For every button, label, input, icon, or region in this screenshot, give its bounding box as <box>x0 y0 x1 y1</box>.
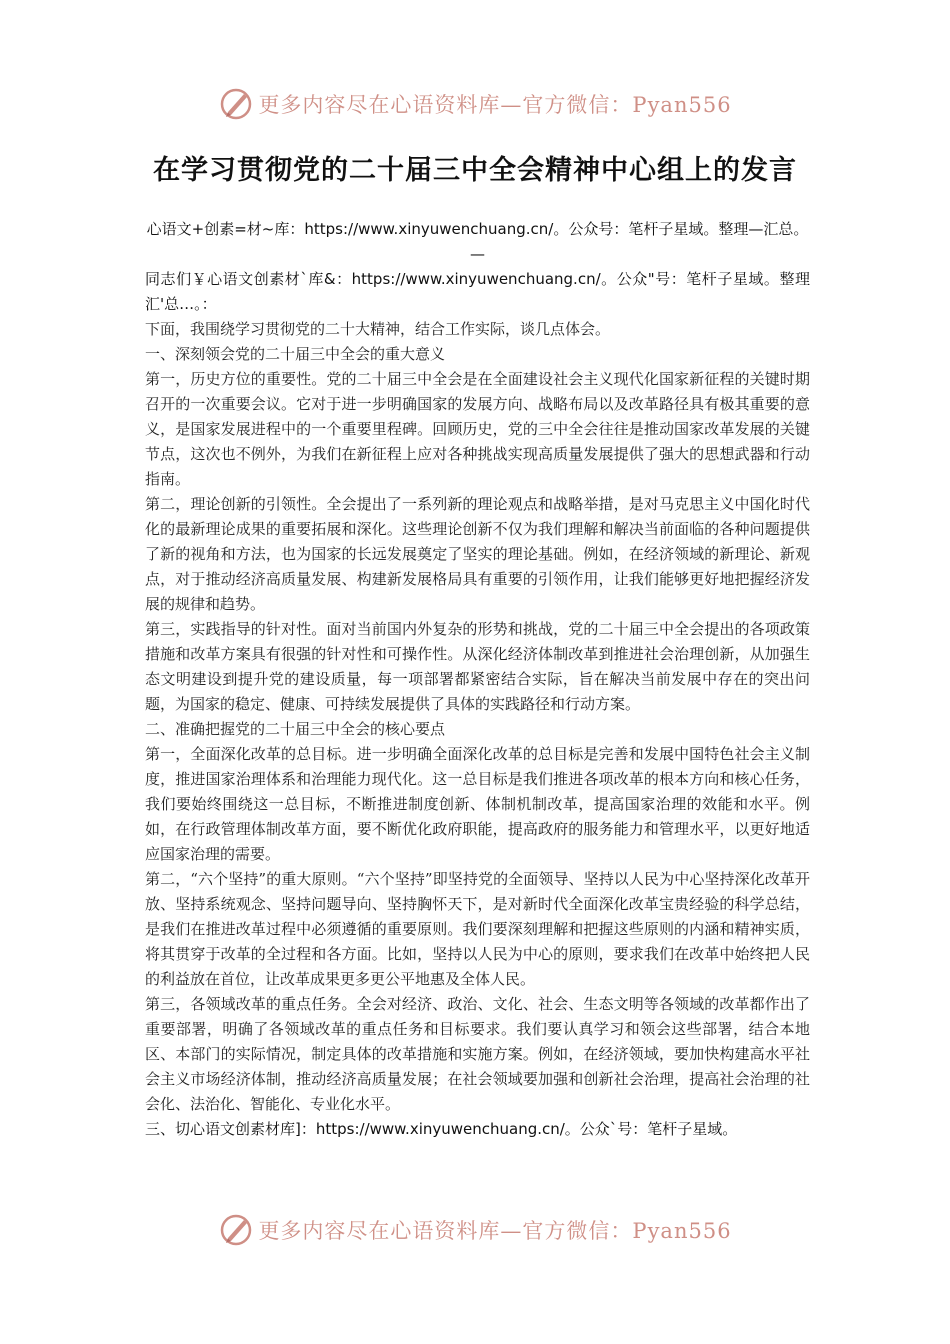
paragraph: 第三，实践指导的针对性。面对当前国内外复杂的形势和挑战，党的二十届三中全会提出的各项政策措施和改革方案具有很强的针对性和可操作性。从深化经济体制改革到推进社会治理创新，从加强生态文明建设到提升党的建设质量，每一项部署都紧密结合实际，旨在解决当前发展中存在的突出问题，为国家的稳定、健康、可持续发展提供了具体的实践路径和行动方案。 <box>145 620 810 713</box>
banner-text: 更多内容尽在心语资料库—官方微信：Pyan556 <box>258 1219 732 1243</box>
paragraph: 第二，“六个坚持”的重大原则。“六个坚持”即坚持党的全面领导、坚持以人民为中心坚持深化改革开放、坚持系统观念、坚持问题导向、坚持胸怀天下，是对新时代全面深化改革宝贵经验的科学总结，是我们在推进改革过程中必须遵循的重要原则。我们要深刻理解和把握这些原则的内涵和精神实质，将其贯穿于改革的全过程和各方面。比如，坚持以人民为中心的原则，要求我们在改革中始终把人民的利益放在首位，让改革成果更多更公平地惠及全体人民。 <box>145 870 810 988</box>
section-heading: 二、准确把握党的二十届三中全会的核心要点 <box>145 720 446 738</box>
footer-banner <box>0 1208 950 1252</box>
document-body <box>145 217 810 1142</box>
paragraph: 第二，理论创新的引领性。全会提出了一系列新的理论观点和战略举措，是对马克思主义中国化时代化的最新理论成果的重要拓展和深化。这些理论创新不仅为我们理解和解决当前面临的各种问题提供了新的视角和方法，也为国家的长远发展奠定了坚实的理论基础。例如，在经济领域的新理论、新观点，对于推动经济高质量发展、构建新发展格局具有重要的引领作用，让我们能够更好地把握经济发展的规律和趋势。 <box>145 495 810 613</box>
paragraph: 心语文+创素=材~库：https://www.xinyuwenchuang.cn/。公众号：笔杆子星域。整理—汇总。— <box>146 220 809 263</box>
paragraph: 第三，各领域改革的重点任务。全会对经济、政治、文化、社会、生态文明等各领域的改革都作出了重要部署，明确了各领域改革的重点任务和目标要求。我们要认真学习和领会这些部署，结合本地区、本部门的实际情况，制定具体的改革措施和实施方案。例如，在经济领域，要加快构建高水平社会主义市场经济体制，推动经济高质量发展；在社会领域要加强和创新社会治理，提高社会治理的社会化、法治化、智能化、专业化水平。 <box>145 995 810 1113</box>
section-heading: 三、切心语文创素材库]：https://www.xinyuwenchuang.cn/。公众`号：笔杆子星域。 <box>145 1120 738 1138</box>
pen-logo-icon <box>218 86 254 122</box>
document-title: 在学习贯彻党的二十届三中全会精神中心组上的发言 <box>153 155 797 186</box>
paragraph: 下面，我围绕学习贯彻党的二十大精神，结合工作实际，谈几点体会。 <box>145 320 611 338</box>
paragraph: 第一，全面深化改革的总目标。进一步明确全面深化改革的总目标是完善和发展中国特色社会主义制度，推进国家治理体系和治理能力现代化。这一总目标是我们推进各项改革的根本方向和核心任务，我们要始终围绕这一总目标，不断推进制度创新、体制机制改革，提高国家治理的效能和水平。例如，在行政管理体制改革方面，要不断优化政府职能，提高政府的服务能力和管理水平，以更好地适应国家治理的需要。 <box>145 745 810 863</box>
pen-logo-icon <box>218 1212 254 1248</box>
section-heading: 一、深刻领会党的二十届三中全会的重大意义 <box>145 345 446 363</box>
header-banner <box>0 82 950 126</box>
paragraph: 第一，历史方位的重要性。党的二十届三中全会是在全面建设社会主义现代化国家新征程的关键时期召开的一次重要会议。它对于进一步明确国家的发展方向、战略布局以及改革路径具有极其重要的意义，是国家发展进程中的一个重要里程碑。回顾历史，党的三中全会往往是推动国家改革发展的关键节点，这次也不例外，为我们在新征程上应对各种挑战实现高质量发展提供了强大的思想武器和行动指南。 <box>145 370 810 488</box>
banner-text: 更多内容尽在心语资料库—官方微信：Pyan556 <box>258 93 732 117</box>
paragraph: 同志们￥心语文创素材`库&：https://www.xinyuwenchuang.cn/。公众"号：笔杆子星域。整理汇'总…。： <box>145 270 810 313</box>
